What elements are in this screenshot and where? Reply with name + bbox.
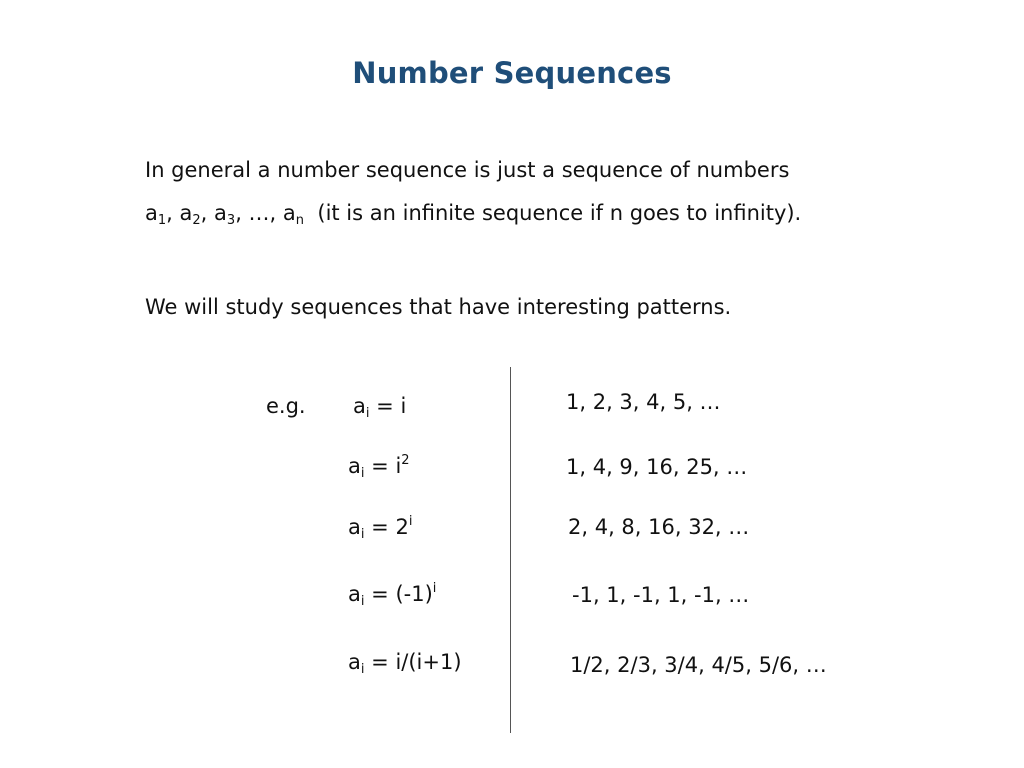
formula-4: $a_i = (-1)^i$ — [348, 581, 437, 609]
vertical-divider — [510, 367, 511, 733]
seq-term-1: $a_1$ — [145, 201, 167, 228]
sequence-5: 1/2, 2/3, 3/4, 4/5, 5/6, … — [570, 653, 827, 677]
seq-term-n: $a_n$ — [282, 201, 305, 228]
sequence-2: 1, 4, 9, 16, 25, … — [566, 455, 748, 479]
intro-line-1: In general a number sequence is just a sequence of numbers — [145, 158, 790, 182]
seq-term-2: $a_2$ — [179, 201, 201, 228]
intro-line-2: $a_1$, $a_2$, $a_3$, …, $a_n$ (it is an infinite sequence if n goes to infinity). — [145, 201, 802, 228]
sequence-4: -1, 1, -1, 1, -1, … — [572, 583, 750, 607]
formula-1: $a_i = i$ — [353, 394, 407, 421]
infinite-note: (it is an infinite sequence if n goes to infinity). — [317, 201, 802, 225]
formula-5: $a_i = i/(i+1)$ — [348, 650, 462, 677]
eg-label: e.g. — [266, 394, 306, 418]
seq-term-3: $a_3$ — [214, 201, 236, 228]
sequence-3: 2, 4, 8, 16, 32, … — [568, 515, 750, 539]
slide-title: Number Sequences — [352, 56, 672, 90]
formula-3: $a_i = 2^i$ — [348, 514, 413, 542]
patterns-line: We will study sequences that have interesting patterns. — [145, 295, 732, 319]
formula-2: $a_i = i^2$ — [348, 453, 410, 481]
sequence-1: 1, 2, 3, 4, 5, … — [566, 390, 721, 414]
